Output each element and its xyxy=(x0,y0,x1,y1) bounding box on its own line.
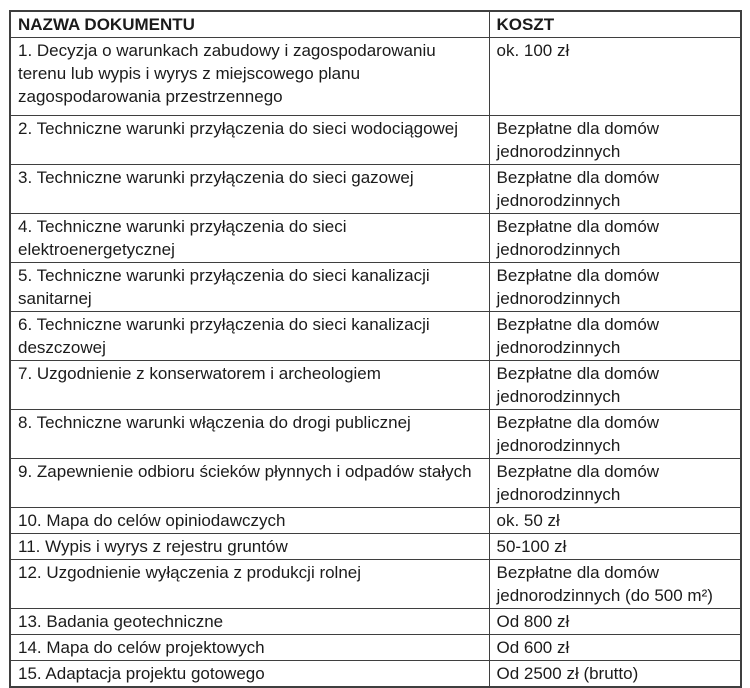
column-header-document-name: NAZWA DOKUMENTU xyxy=(10,11,489,38)
doc-name-cell: 9. Zapewnienie odbioru ścieków płynnych i odpadów stałych xyxy=(10,459,489,508)
cost-cell: Od 600 zł xyxy=(489,635,741,661)
doc-name-cell: 10. Mapa do celów opiniodawczych xyxy=(10,508,489,534)
doc-name-cell: 12. Uzgodnienie wyłączenia z produkcji rolnej xyxy=(10,560,489,609)
table-header xyxy=(10,11,741,38)
table-row xyxy=(10,534,741,560)
cost-cell: Od 2500 zł (brutto) xyxy=(489,661,741,688)
cost-cell: Bezpłatne dla domów jednorodzinnych xyxy=(489,410,741,459)
cost-cell: Bezpłatne dla domów jednorodzinnych xyxy=(489,312,741,361)
doc-name-cell: 2. Techniczne warunki przyłączenia do sieci wodociągowej xyxy=(10,116,489,165)
doc-name-cell: 15. Adaptacja projektu gotowego xyxy=(10,661,489,688)
table-row xyxy=(10,361,741,410)
table-row xyxy=(10,508,741,534)
table-row xyxy=(10,116,741,165)
table-row xyxy=(10,38,741,116)
cost-cell: Bezpłatne dla domów jednorodzinnych xyxy=(489,165,741,214)
doc-name-cell: 1. Decyzja o warunkach zabudowy i zagospodarowaniu terenu lub wypis i wyrys z miejscowego planu zagospodarowania przestrzennego xyxy=(10,38,489,116)
doc-name-cell: 14. Mapa do celów projektowych xyxy=(10,635,489,661)
cost-cell: Bezpłatne dla domów jednorodzinnych xyxy=(489,263,741,312)
cost-cell: Bezpłatne dla domów jednorodzinnych (do 500 m²) xyxy=(489,560,741,609)
doc-name-cell: 4. Techniczne warunki przyłączenia do sieci elektroenergetycznej xyxy=(10,214,489,263)
cost-cell: Bezpłatne dla domów jednorodzinnych xyxy=(489,214,741,263)
doc-name-cell: 7. Uzgodnienie z konserwatorem i archeologiem xyxy=(10,361,489,410)
doc-name-cell: 6. Techniczne warunki przyłączenia do sieci kanalizacji deszczowej xyxy=(10,312,489,361)
table-row xyxy=(10,459,741,508)
column-header-cost: KOSZT xyxy=(489,11,741,38)
table-row xyxy=(10,635,741,661)
doc-name-cell: 5. Techniczne warunki przyłączenia do sieci kanalizacji sanitarnej xyxy=(10,263,489,312)
table-row xyxy=(10,263,741,312)
table-row xyxy=(10,661,741,688)
cost-cell: Bezpłatne dla domów jednorodzinnych xyxy=(489,116,741,165)
table-row xyxy=(10,560,741,609)
doc-name-cell: 8. Techniczne warunki włączenia do drogi publicznej xyxy=(10,410,489,459)
cost-cell: ok. 50 zł xyxy=(489,508,741,534)
header-row xyxy=(10,11,741,38)
table-row xyxy=(10,312,741,361)
table-body xyxy=(10,38,741,688)
table-row xyxy=(10,165,741,214)
cost-cell: Od 800 zł xyxy=(489,609,741,635)
table-row xyxy=(10,410,741,459)
cost-cell: ok. 100 zł xyxy=(489,38,741,116)
doc-name-cell: 3. Techniczne warunki przyłączenia do sieci gazowej xyxy=(10,165,489,214)
doc-name-cell: 13. Badania geotechniczne xyxy=(10,609,489,635)
cost-cell: Bezpłatne dla domów jednorodzinnych xyxy=(489,459,741,508)
table-row xyxy=(10,214,741,263)
document-cost-table xyxy=(9,10,742,688)
cost-cell: Bezpłatne dla domów jednorodzinnych xyxy=(489,361,741,410)
cost-cell: 50-100 zł xyxy=(489,534,741,560)
table-row xyxy=(10,609,741,635)
doc-name-cell: 11. Wypis i wyrys z rejestru gruntów xyxy=(10,534,489,560)
